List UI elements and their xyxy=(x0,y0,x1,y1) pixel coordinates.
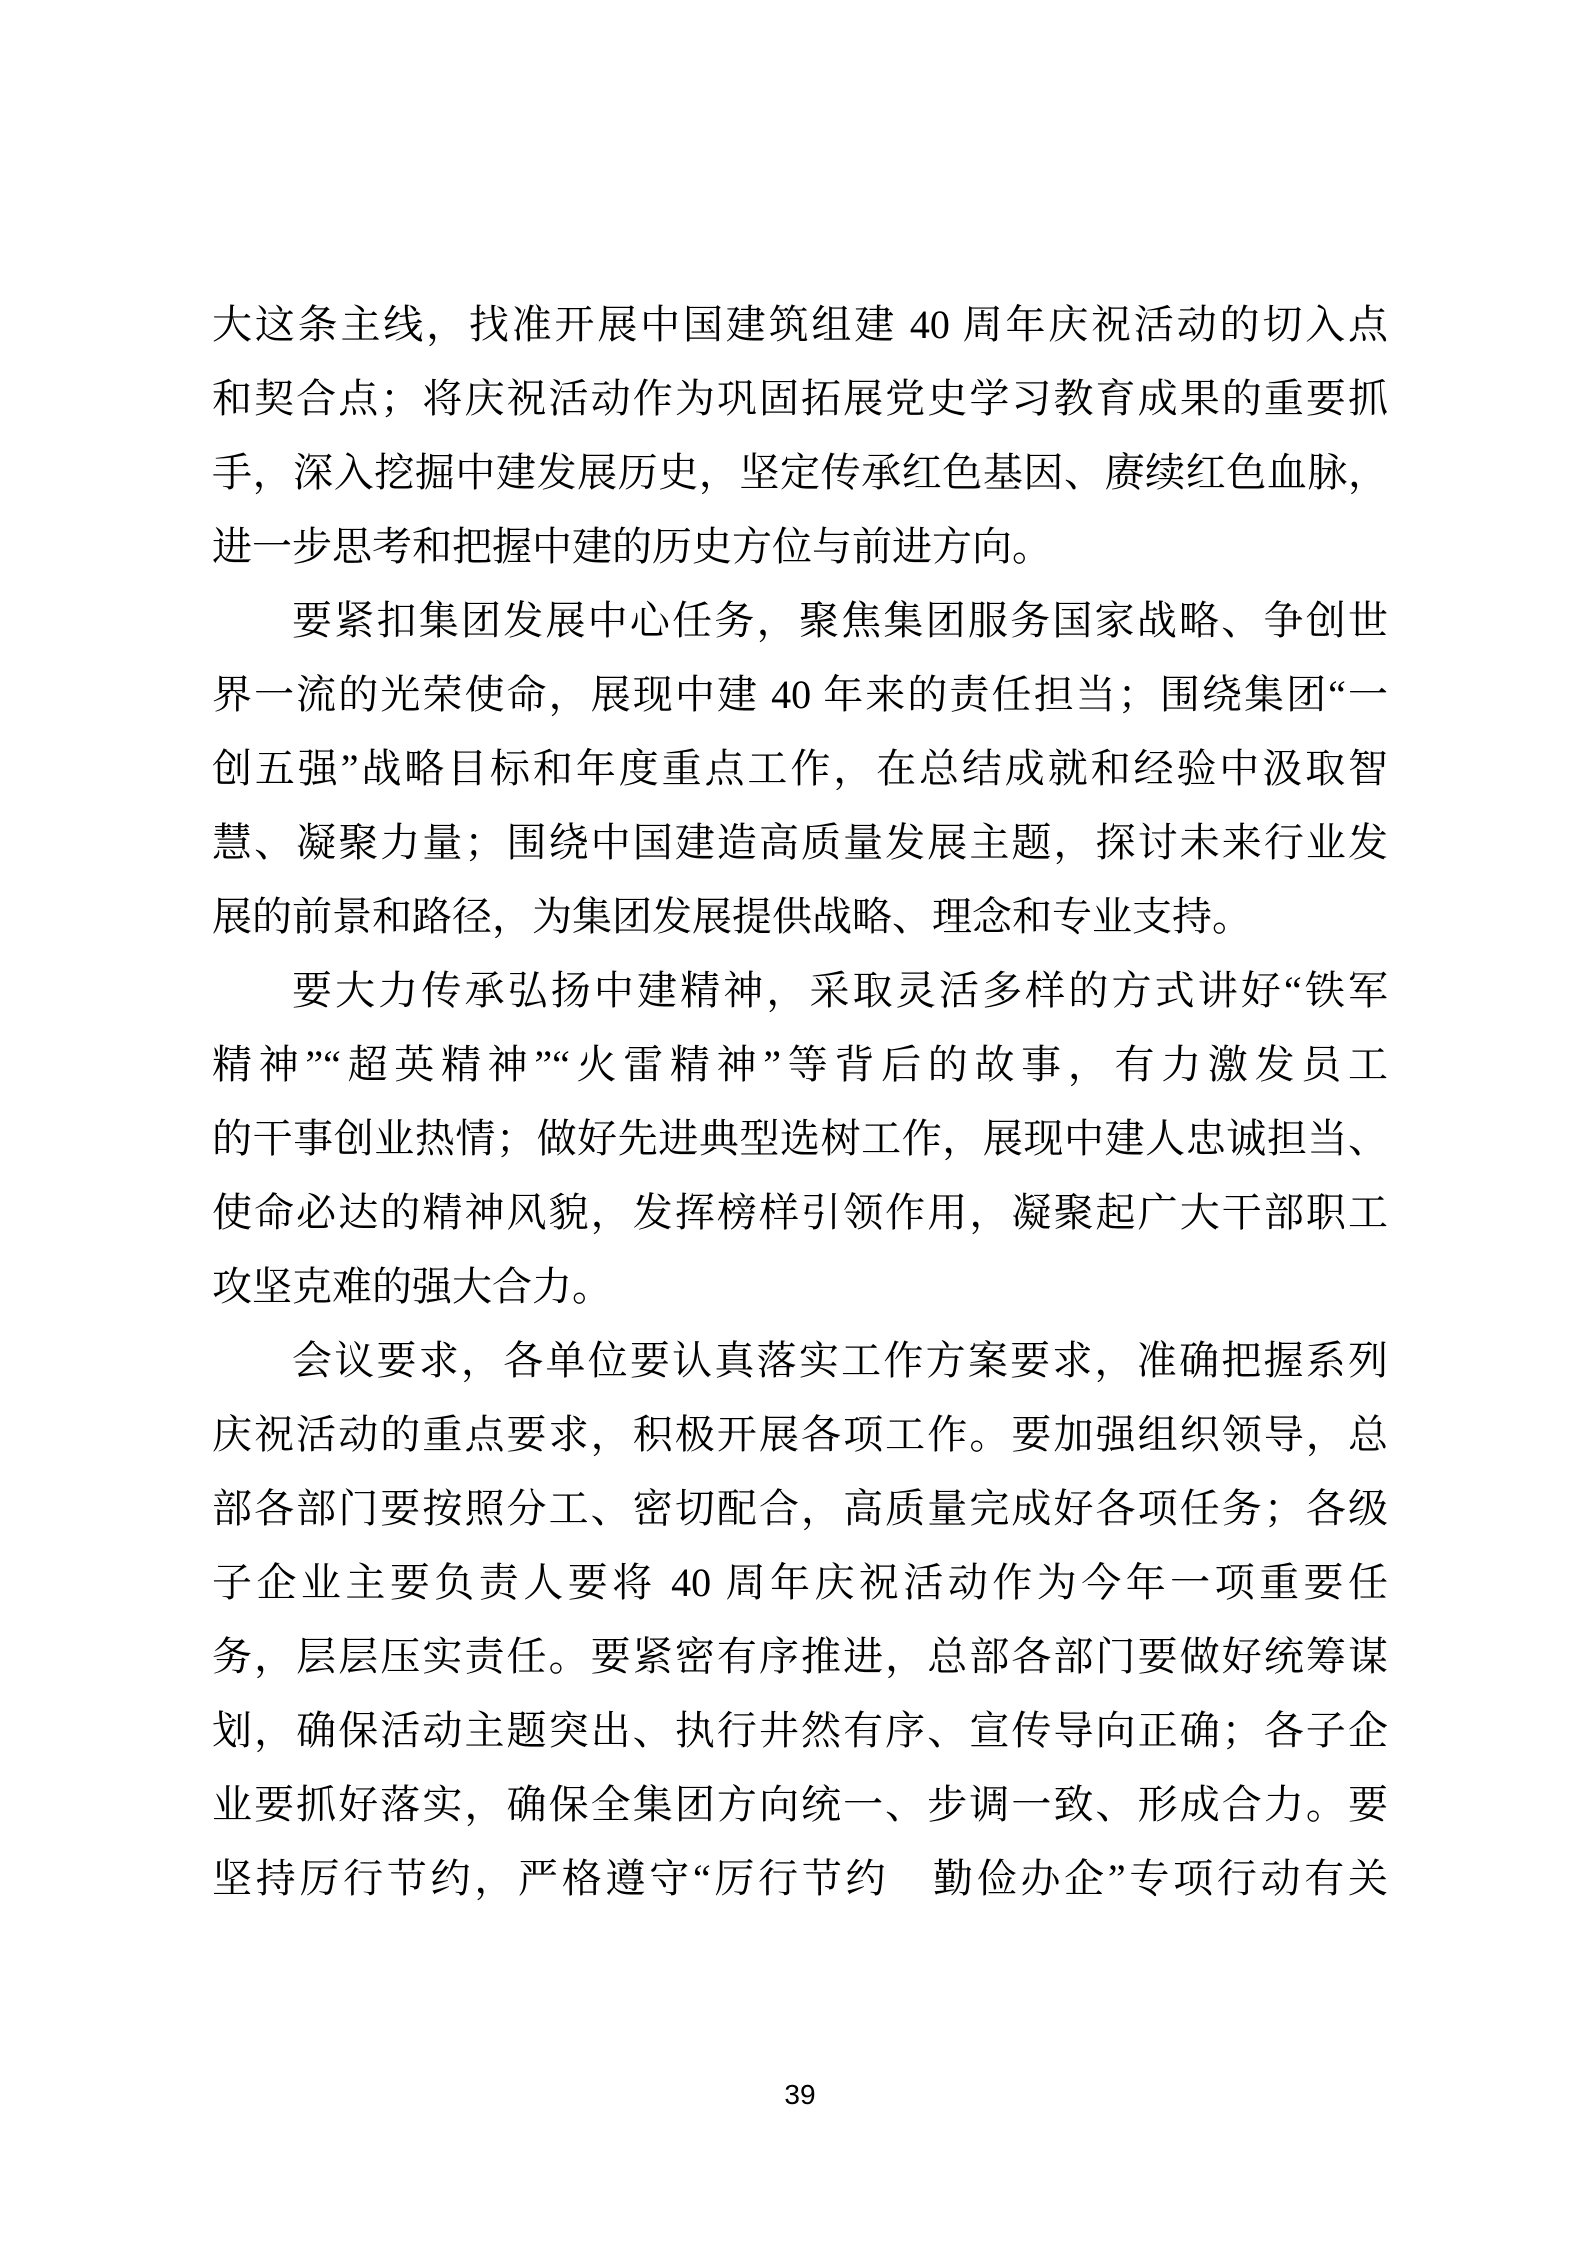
text-line: 攻坚克难的强大合力。 xyxy=(212,1264,612,1309)
document-body xyxy=(212,288,1388,1916)
text-line: 业要抓好落实，确保全集团方向统一、步调一致、形成合力。要 xyxy=(212,1782,1388,1827)
text-line: 划，确保活动主题突出、执行井然有序、宣传导向正确；各子企 xyxy=(212,1708,1388,1753)
text-line: 展的前景和路径，为集团发展提供战略、理念和专业支持。 xyxy=(212,894,1252,939)
text-line: 进一步思考和把握中建的历史方位与前进方向。 xyxy=(212,524,1052,569)
text-line: 要紧扣集团发展中心任务，聚焦集团服务国家战略、争创世 xyxy=(292,598,1388,643)
text-line: 会议要求，各单位要认真落实工作方案要求，准确把握系列 xyxy=(292,1338,1388,1383)
text-line: 慧、凝聚力量；围绕中国建造高质量发展主题，探讨未来行业发 xyxy=(212,820,1388,865)
text-line: 手，深入挖掘中建发展历史，坚定传承红色基因、赓续红色血脉， xyxy=(212,450,1388,495)
text-line: 的干事创业热情；做好先进典型选树工作，展现中建人忠诚担当、 xyxy=(212,1116,1388,1161)
text-line: 界一流的光荣使命，展现中建 40 年来的责任担当；围绕集团“一 xyxy=(212,672,1388,717)
text-line: 和契合点；将庆祝活动作为巩固拓展党史学习教育成果的重要抓 xyxy=(212,376,1388,421)
text-line: 部各部门要按照分工、密切配合，高质量完成好各项任务；各级 xyxy=(212,1486,1388,1531)
page-footer xyxy=(212,2076,1388,2114)
text-line: 坚持厉行节约，严格遵守“厉行节约 勤俭办企”专项行动有关 xyxy=(212,1856,1388,1901)
text-line: 精神”“超英精神”“火雷精神”等背后的故事，有力激发员工 xyxy=(212,1042,1388,1087)
text-line: 使命必达的精神风貌，发挥榜样引领作用，凝聚起广大干部职工 xyxy=(212,1190,1388,1235)
text-line: 大这条主线，找准开展中国建筑组建 40 周年庆祝活动的切入点 xyxy=(212,302,1388,347)
text-line: 庆祝活动的重点要求，积极开展各项工作。要加强组织领导，总 xyxy=(212,1412,1388,1457)
text-line: 务，层层压实责任。要紧密有序推进，总部各部门要做好统筹谋 xyxy=(212,1634,1388,1679)
text-line: 创五强”战略目标和年度重点工作，在总结成就和经验中汲取智 xyxy=(212,746,1388,791)
page-number: 39 xyxy=(784,2079,816,2110)
text-line: 子企业主要负责人要将 40 周年庆祝活动作为今年一项重要任 xyxy=(212,1560,1388,1605)
text-line: 要大力传承弘扬中建精神，采取灵活多样的方式讲好“铁军 xyxy=(292,968,1388,1013)
